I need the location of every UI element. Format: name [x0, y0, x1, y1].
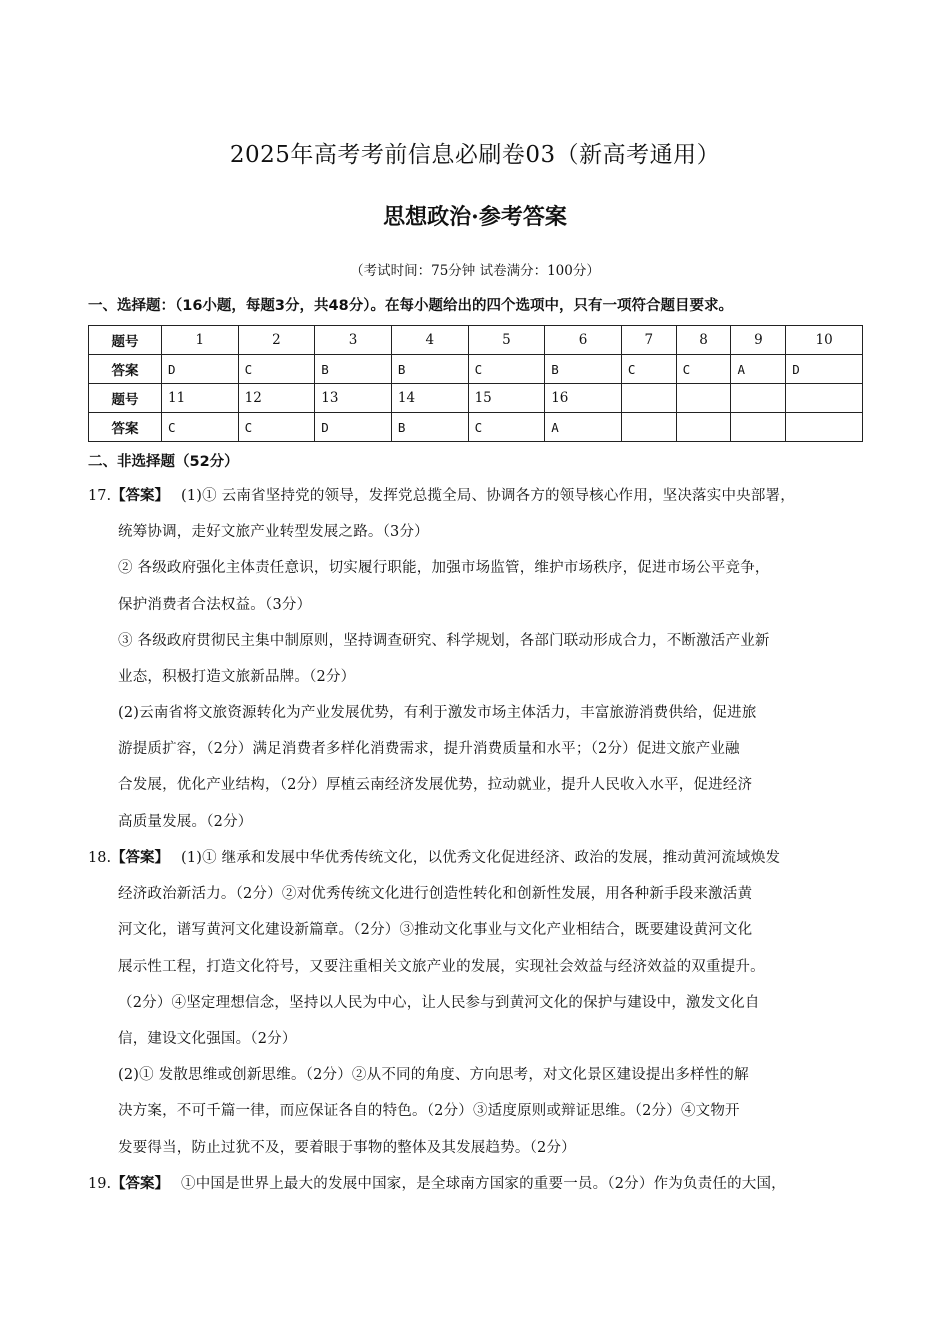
- table-cell: [731, 413, 786, 442]
- q19-number: 19.: [88, 1176, 112, 1192]
- q18-line: 展示性工程，打造文化符号，又要注重相关文旅产业的发展，实现社会效益与经济效益的双重提升。: [118, 959, 765, 975]
- q18-line: (1)① 继承和发展中华优秀传统文化，以优秀文化促进经济、政治的发展，推动黄河流域焕发: [181, 850, 781, 866]
- q17-label: [88, 484, 169, 505]
- q17-line: (2)云南省将文旅资源转化为产业发展优势，有利于激发市场主体活力，丰富旅游消费供给，促进旅: [118, 705, 757, 721]
- table-cell: [676, 384, 731, 413]
- table-row: [89, 355, 863, 384]
- table-cell: 2: [238, 326, 315, 355]
- table-cell: [786, 384, 863, 413]
- q17-line: 合发展，优化产业结构，（2分）厚植云南经济发展优势，拉动就业，提升人民收入水平，促进经济: [118, 777, 753, 793]
- q17-answer-tag: 【答案】: [111, 488, 170, 504]
- table-cell: C: [238, 355, 315, 384]
- table-cell: [731, 384, 786, 413]
- q18-line: 信，建设文化强国。（2分）: [118, 1031, 297, 1047]
- table-cell: B: [391, 355, 468, 384]
- answer-table: [88, 325, 863, 442]
- table-cell: 6: [545, 326, 622, 355]
- q17-number: 17.: [88, 488, 112, 504]
- q18-line: （2分）④坚定理想信念，坚持以人民为中心，让人民参与到黄河文化的保护与建设中，激发文化自: [118, 995, 760, 1011]
- table-cell: 1: [162, 326, 239, 355]
- row-label: 题号: [89, 326, 162, 355]
- table-cell: [621, 413, 676, 442]
- table-cell: C: [238, 413, 315, 442]
- q17-line: ③ 各级政府贯彻民主集中制原则，坚持调查研究、科学规划，各部门联动形成合力，不断激活产业新: [118, 633, 770, 649]
- q17-line: 游提质扩容，（2分）满足消费者多样化消费需求，提升消费质量和水平；（2分）促进文旅产业融: [118, 741, 740, 757]
- q18-line: 经济政治新活力。（2分）②对优秀传统文化进行创造性转化和创新性发展，用各种新手段来激活黄: [118, 886, 753, 902]
- q19-answer-tag: 【答案】: [111, 1176, 170, 1192]
- table-cell: 8: [676, 326, 731, 355]
- table-cell: [676, 413, 731, 442]
- table-cell: 3: [315, 326, 392, 355]
- table-cell: 14: [391, 384, 468, 413]
- table-cell: 7: [621, 326, 676, 355]
- section1-heading: 一、选择题：（16小题，每题3分，共48分）。在每小题给出的四个选项中，只有一项符合题目要求。: [88, 298, 733, 314]
- q18-line: 河文化，谱写黄河文化建设新篇章。（2分）③推动文化事业与文化产业相结合，既要建设黄河文化: [118, 922, 753, 938]
- table-cell: 9: [731, 326, 786, 355]
- table-cell: B: [545, 355, 622, 384]
- row-label: 答案: [89, 413, 162, 442]
- q17-line: 业态，积极打造文旅新品牌。（2分）: [118, 669, 356, 685]
- table-cell: 5: [468, 326, 545, 355]
- exam-info: （考试时间：75分钟 试卷满分：100分）: [350, 263, 600, 279]
- q17-line: ② 各级政府强化主体责任意识，切实履行职能，加强市场监管，维护市场秩序，促进市场公平竞争，: [118, 560, 770, 576]
- table-cell: 11: [162, 384, 239, 413]
- q17-line: (1)① 云南省坚持党的领导，发挥党总揽全局、协调各方的领导核心作用，坚决落实中央部署，: [181, 488, 795, 504]
- table-cell: 15: [468, 384, 545, 413]
- q19-label: [88, 1172, 169, 1193]
- table-cell: C: [676, 355, 731, 384]
- q19-line: ①中国是世界上最大的发展中国家，是全球南方国家的重要一员。（2分）作为负责任的大国，: [181, 1176, 786, 1192]
- row-label: 题号: [89, 384, 162, 413]
- q17-line: 保护消费者合法权益。（3分）: [118, 597, 312, 613]
- q18-line: 决方案，不可千篇一律，而应保证各自的特色。（2分）③适度原则或辩证思维。（2分）④文物开: [118, 1103, 740, 1119]
- section2-heading: 二、非选择题（52分）: [88, 454, 239, 470]
- table-cell: 4: [391, 326, 468, 355]
- table-cell: B: [315, 355, 392, 384]
- page-subtitle: 思想政治·参考答案: [383, 204, 567, 230]
- q18-line: (2)① 发散思维或创新思维。（2分）②从不同的角度、方向思考，对文化景区建设提出多样性的解: [118, 1067, 749, 1083]
- table-cell: D: [315, 413, 392, 442]
- table-row: [89, 384, 863, 413]
- row-label: 答案: [89, 355, 162, 384]
- table-cell: [786, 413, 863, 442]
- table-cell: B: [391, 413, 468, 442]
- q18-label: [88, 846, 169, 867]
- table-cell: C: [162, 413, 239, 442]
- q18-answer-tag: 【答案】: [111, 850, 170, 866]
- table-cell: 13: [315, 384, 392, 413]
- q17-line: 统筹协调，走好文旅产业转型发展之路。（3分）: [118, 524, 429, 540]
- page-title: 2025年高考考前信息必刷卷03（新高考通用）: [229, 142, 721, 168]
- table-cell: 12: [238, 384, 315, 413]
- table-row: [89, 326, 863, 355]
- table-cell: C: [468, 355, 545, 384]
- table-cell: D: [786, 355, 863, 384]
- table-cell: 16: [545, 384, 622, 413]
- table-cell: 10: [786, 326, 863, 355]
- table-cell: C: [468, 413, 545, 442]
- table-cell: C: [621, 355, 676, 384]
- q18-number: 18.: [88, 850, 112, 866]
- table-row: [89, 413, 863, 442]
- q17-line: 高质量发展。（2分）: [118, 814, 253, 830]
- table-cell: A: [545, 413, 622, 442]
- table-cell: [621, 384, 676, 413]
- table-cell: A: [731, 355, 786, 384]
- q18-line: 发要得当，防止过犹不及，要着眼于事物的整体及其发展趋势。（2分）: [118, 1140, 576, 1156]
- table-cell: D: [162, 355, 239, 384]
